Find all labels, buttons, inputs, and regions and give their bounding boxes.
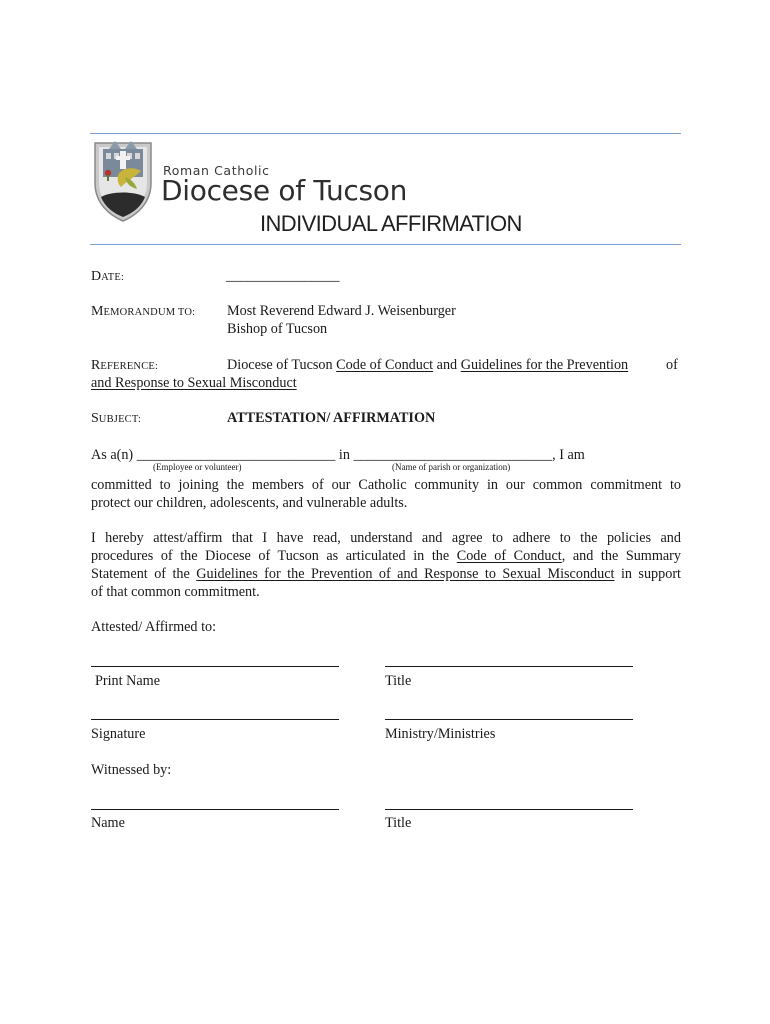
parish-or-organization-blank[interactable]: ____________________________ xyxy=(353,447,553,463)
ministry-line[interactable] xyxy=(385,719,633,720)
commitment-line1: committed to joining the members of our Catholic community in our common commitment to xyxy=(91,477,681,493)
reference-text-of: of xyxy=(666,357,678,373)
code-of-conduct-link-2[interactable]: Code of Conduct xyxy=(456,548,562,564)
attest-line3: Statement of the Guidelines for the Prevention of and Response to Sexual Misconduct in support xyxy=(91,566,681,582)
witness-title-line[interactable] xyxy=(385,809,633,810)
witnessed-by-label: Witnessed by: xyxy=(91,762,172,778)
employee-or-volunteer-blank[interactable]: ____________________________ xyxy=(136,447,336,463)
date-label: DATE: xyxy=(91,269,125,284)
parish-or-organization-hint: (Name of parish or organization) xyxy=(392,462,511,472)
diocesan-shield-icon xyxy=(91,137,155,223)
signature-label: Signature xyxy=(91,726,146,742)
signature-line[interactable] xyxy=(91,719,339,720)
date-blank: ________________ xyxy=(226,268,340,284)
print-name-line[interactable] xyxy=(91,666,339,667)
memorandum-label: MEMORANDUM TO: xyxy=(91,304,196,319)
logo-line-diocese-of-tucson: Diocese of Tucson xyxy=(161,174,408,207)
subject-label: SUBJECT: xyxy=(91,411,142,426)
page-title: INDIVIDUAL AFFIRMATION xyxy=(260,211,522,236)
reference-text: Diocese of Tucson Code of Conduct and Guidelines for the Prevention xyxy=(227,357,629,373)
title-line-1[interactable] xyxy=(385,666,633,667)
witness-title-label: Title xyxy=(385,815,412,831)
guidelines-prevention-link[interactable]: Guidelines for the Prevention xyxy=(460,357,629,373)
ministry-label: Ministry/Ministries xyxy=(385,726,496,742)
guidelines-response-link[interactable]: and Response to Sexual Misconduct xyxy=(91,375,297,391)
logo-line-roman-catholic: Roman Catholic xyxy=(163,163,270,178)
subject-value: ATTESTATION/ AFFIRMATION xyxy=(227,410,436,426)
code-of-conduct-link[interactable]: Code of Conduct xyxy=(336,357,434,373)
header-bottom-rule xyxy=(90,244,681,245)
attested-affirmed-to-label: Attested/ Affirmed to: xyxy=(91,619,217,635)
header-top-rule xyxy=(90,133,681,134)
witness-name-label: Name xyxy=(91,815,125,831)
memo-recipient-line2: Bishop of Tucson xyxy=(227,321,328,337)
commitment-line2: protect our children, adolescents, and vulnerable adults. xyxy=(91,495,408,511)
attest-line2: procedures of the Diocese of Tucson as articulated in the Code of Conduct, and the Summary xyxy=(91,548,681,564)
attest-line4: of that common commitment. xyxy=(91,584,260,600)
employee-or-volunteer-hint: (Employee or volunteer) xyxy=(153,462,242,472)
print-name-label: Print Name xyxy=(95,673,161,689)
guidelines-full-link[interactable]: Guidelines for the Prevention of and Response to Sexual Misconduct xyxy=(196,566,615,582)
witness-name-line[interactable] xyxy=(91,809,339,810)
title-label-1: Title xyxy=(385,673,412,689)
attest-line1: I hereby attest/affirm that I have read, understand and agree to adhere to the policies and xyxy=(91,530,681,546)
memo-recipient-line1: Most Reverend Edward J. Weisenburger xyxy=(227,303,456,319)
reference-label: REFERENCE: xyxy=(91,358,159,373)
role-statement-line: As a(n) ____________________________ in ____________________________, I am xyxy=(91,447,585,463)
